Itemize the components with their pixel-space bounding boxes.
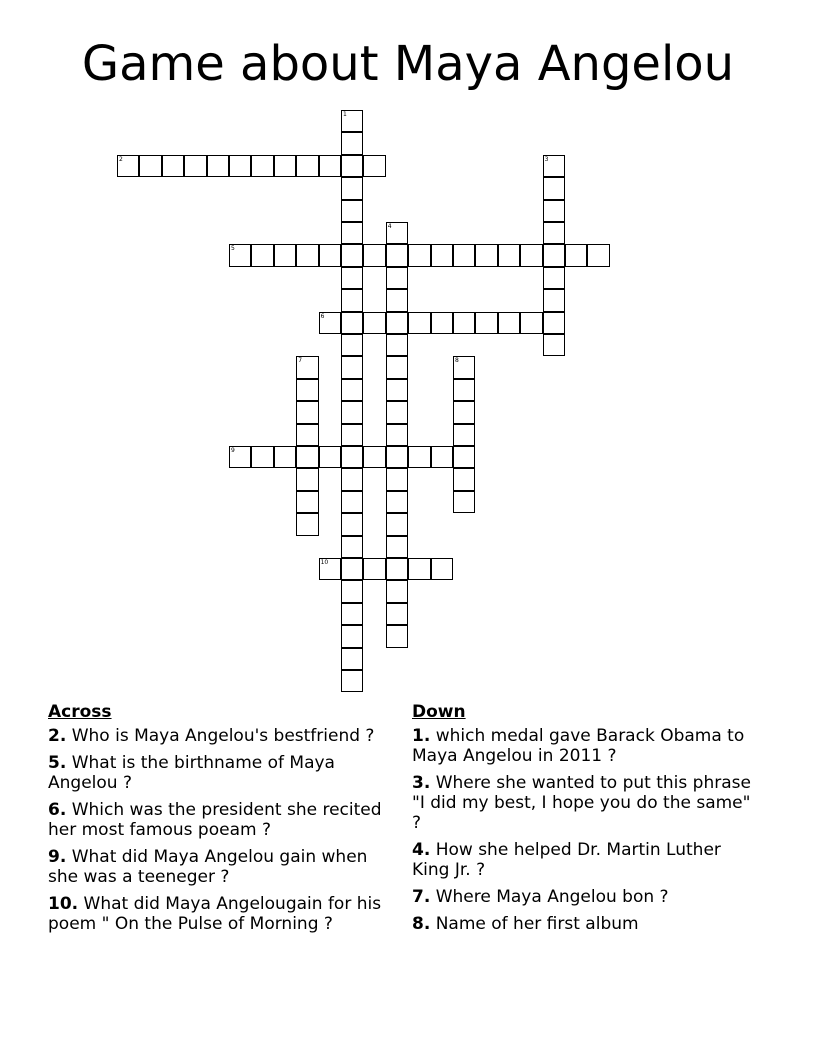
cell-number: 1 <box>343 111 347 118</box>
grid-cell[interactable] <box>453 379 475 401</box>
grid-cell[interactable] <box>341 558 363 580</box>
grid-cell[interactable] <box>251 155 273 177</box>
clue-text: Who is Maya Angelou's bestfriend ? <box>71 726 375 746</box>
clue-across-6 <box>48 800 393 840</box>
grid-cell[interactable] <box>319 244 341 266</box>
page-title: Game about Maya Angelou <box>81 36 735 92</box>
cell-number: 5 <box>231 245 235 253</box>
grid-cell[interactable] <box>408 558 430 580</box>
grid-cell[interactable] <box>229 446 251 468</box>
grid-cell[interactable] <box>386 379 408 401</box>
grid-cell[interactable] <box>543 155 565 177</box>
grid-cell[interactable] <box>587 244 609 266</box>
grid-cell[interactable] <box>341 491 363 513</box>
grid-cell[interactable] <box>341 222 363 244</box>
grid-cell[interactable] <box>386 446 408 468</box>
clue-across-2 <box>48 726 393 746</box>
grid-cell[interactable] <box>341 513 363 535</box>
grid-cell[interactable] <box>341 312 363 334</box>
grid-cell[interactable] <box>520 312 542 334</box>
grid-cell[interactable] <box>363 558 385 580</box>
grid-cell[interactable] <box>341 625 363 647</box>
grid-cell[interactable] <box>453 356 475 378</box>
grid-cell[interactable] <box>543 177 565 199</box>
grid-cell[interactable] <box>274 244 296 266</box>
grid-cell[interactable] <box>296 379 318 401</box>
grid-cell[interactable] <box>386 558 408 580</box>
clue-number: 9. <box>48 847 67 867</box>
grid-cell[interactable] <box>341 356 363 378</box>
grid-cell[interactable] <box>229 155 251 177</box>
grid-cell[interactable] <box>543 312 565 334</box>
grid-cell[interactable] <box>386 513 408 535</box>
grid-cell[interactable] <box>296 424 318 446</box>
grid-cell[interactable] <box>453 244 475 266</box>
clue-number: 1. <box>412 726 431 746</box>
grid-cell[interactable] <box>543 200 565 222</box>
grid-cell[interactable] <box>363 244 385 266</box>
grid-cell[interactable] <box>341 110 363 132</box>
grid-cell[interactable] <box>431 312 453 334</box>
grid-cell[interactable] <box>341 401 363 423</box>
grid-cell[interactable] <box>341 379 363 401</box>
cell-number: 9 <box>231 447 235 454</box>
grid-cell[interactable] <box>386 491 408 513</box>
grid-cell[interactable] <box>296 513 318 535</box>
grid-cell[interactable] <box>386 625 408 647</box>
grid-cell[interactable] <box>319 446 341 468</box>
grid-cell[interactable] <box>341 267 363 289</box>
grid-cell[interactable] <box>341 177 363 199</box>
clue-text: Name of her first album <box>435 914 639 934</box>
grid-cell[interactable] <box>363 155 385 177</box>
clue-number: 7. <box>412 887 431 907</box>
grid-cell[interactable] <box>274 446 296 468</box>
clue-text: Where Maya Angelou bon ? <box>435 887 669 907</box>
clue-number: 4. <box>412 840 431 860</box>
grid-cell[interactable] <box>386 267 408 289</box>
grid-cell[interactable] <box>386 222 408 244</box>
grid-cell[interactable] <box>453 491 475 513</box>
grid-cell[interactable] <box>386 244 408 266</box>
grid-cell[interactable] <box>319 312 341 334</box>
cell-number: 7 <box>298 357 303 365</box>
grid-cell[interactable] <box>386 424 408 446</box>
grid-cell[interactable] <box>408 446 430 468</box>
grid-cell[interactable] <box>475 312 497 334</box>
grid-cell[interactable] <box>341 468 363 490</box>
grid-cell[interactable] <box>184 155 206 177</box>
grid-cell[interactable] <box>363 446 385 468</box>
cell-number: 4 <box>387 223 392 230</box>
grid-cell[interactable] <box>296 446 318 468</box>
grid-cell[interactable] <box>543 289 565 311</box>
grid-cell[interactable] <box>386 580 408 602</box>
clue-number: 5. <box>48 753 67 773</box>
grid-cell[interactable] <box>453 424 475 446</box>
grid-cell[interactable] <box>319 155 341 177</box>
grid-cell[interactable] <box>207 155 229 177</box>
grid-cell[interactable] <box>274 155 296 177</box>
grid-cell[interactable] <box>543 267 565 289</box>
grid-cell[interactable] <box>386 603 408 625</box>
grid-cell[interactable] <box>475 244 497 266</box>
grid-cell[interactable] <box>520 244 542 266</box>
cell-number: 3 <box>544 155 549 163</box>
clue-down-8 <box>412 914 757 934</box>
grid-cell[interactable] <box>386 536 408 558</box>
grid-cell[interactable] <box>543 222 565 244</box>
across-clues <box>48 702 393 941</box>
grid-cell[interactable] <box>386 289 408 311</box>
cell-number: 10 <box>320 559 329 566</box>
grid-cell[interactable] <box>453 468 475 490</box>
grid-cell[interactable] <box>341 580 363 602</box>
clue-number: 2. <box>48 726 67 746</box>
clue-text: What is the birthname of Maya Angelou ? <box>48 753 335 793</box>
grid-cell[interactable] <box>386 334 408 356</box>
down-clues <box>412 702 757 941</box>
grid-cell[interactable] <box>296 491 318 513</box>
grid-cell[interactable] <box>386 356 408 378</box>
cell-number: 8 <box>455 357 459 365</box>
clue-number: 8. <box>412 914 431 934</box>
grid-cell[interactable] <box>251 244 273 266</box>
cell-number: 2 <box>119 155 123 163</box>
clue-text: How she helped Dr. Martin Luther King Jr. ? <box>412 840 721 880</box>
down-heading: Down <box>412 702 466 722</box>
grid-cell[interactable] <box>453 312 475 334</box>
clue-text: Which was the president she recited her most famous poeam ? <box>48 800 382 840</box>
grid-cell[interactable] <box>341 603 363 625</box>
grid-cell[interactable] <box>408 244 430 266</box>
grid-cell[interactable] <box>162 155 184 177</box>
grid-cell[interactable] <box>341 200 363 222</box>
clue-text: Where she wanted to put this phrase "I did my best, I hope you do the same" ? <box>412 773 751 833</box>
grid-cell[interactable] <box>386 401 408 423</box>
clue-down-4 <box>412 840 757 880</box>
grid-cell[interactable] <box>431 244 453 266</box>
clue-text: What did Maya Angelou gain when she was a teeneger ? <box>48 847 368 887</box>
grid-cell[interactable] <box>296 155 318 177</box>
clue-across-9 <box>48 847 393 887</box>
grid-cell[interactable] <box>543 334 565 356</box>
grid-cell[interactable] <box>296 401 318 423</box>
clue-across-10 <box>48 894 393 934</box>
clue-text: What did Maya Angelougain for his poem " On the Pulse of Morning ? <box>48 894 382 934</box>
grid-cell[interactable] <box>431 558 453 580</box>
grid-cell[interactable] <box>341 648 363 670</box>
clue-number: 10. <box>48 894 79 914</box>
grid-cell[interactable] <box>386 312 408 334</box>
grid-cell[interactable] <box>341 424 363 446</box>
grid-cell[interactable] <box>341 244 363 266</box>
grid-cell[interactable] <box>498 312 520 334</box>
grid-cell[interactable] <box>139 155 161 177</box>
clue-down-3 <box>412 773 757 833</box>
grid-cell[interactable] <box>431 446 453 468</box>
grid-cell[interactable] <box>341 132 363 154</box>
grid-cell[interactable] <box>319 558 341 580</box>
grid-cell[interactable] <box>341 446 363 468</box>
clue-across-5 <box>48 753 393 793</box>
grid-cell[interactable] <box>341 289 363 311</box>
grid-cell[interactable] <box>251 446 273 468</box>
grid-cell[interactable] <box>498 244 520 266</box>
grid-cell[interactable] <box>229 244 251 266</box>
grid-cell[interactable] <box>386 468 408 490</box>
cell-number: 6 <box>320 312 325 320</box>
clue-number: 6. <box>48 800 67 820</box>
grid-cell[interactable] <box>117 155 139 177</box>
clue-number: 3. <box>412 773 431 793</box>
grid-cell[interactable] <box>341 155 363 177</box>
grid-cell[interactable] <box>296 244 318 266</box>
across-heading: Across <box>48 702 112 722</box>
grid-cell[interactable] <box>408 312 430 334</box>
grid-cell[interactable] <box>543 244 565 266</box>
grid-cell[interactable] <box>341 670 363 692</box>
clue-down-1 <box>412 726 757 766</box>
grid-cell[interactable] <box>296 356 318 378</box>
grid-cell[interactable] <box>296 468 318 490</box>
grid-cell[interactable] <box>341 536 363 558</box>
clue-down-7 <box>412 887 757 907</box>
grid-cell[interactable] <box>453 401 475 423</box>
clue-text: which medal gave Barack Obama to Maya Angelou in 2011 ? <box>412 726 745 766</box>
grid-cell[interactable] <box>565 244 587 266</box>
grid-cell[interactable] <box>363 312 385 334</box>
grid-cell[interactable] <box>453 446 475 468</box>
grid-cell[interactable] <box>341 334 363 356</box>
